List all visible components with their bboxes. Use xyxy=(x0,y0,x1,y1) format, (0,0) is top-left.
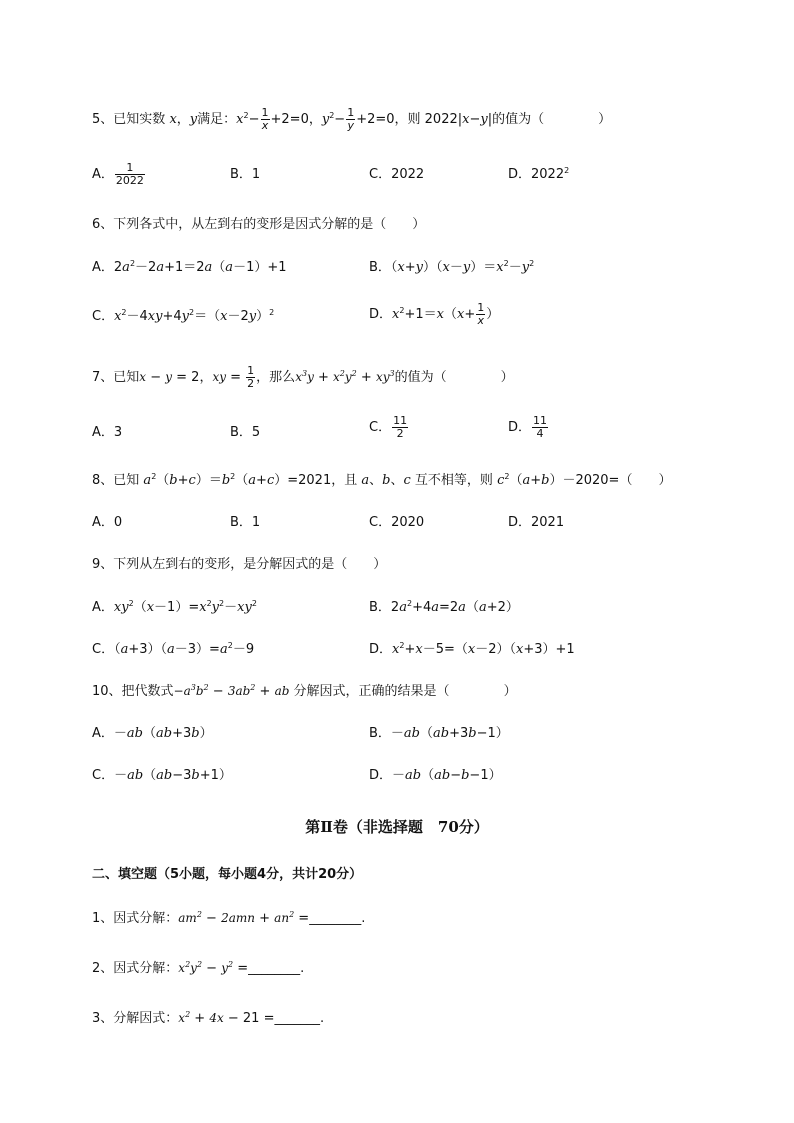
q8-option-a: A．0 xyxy=(92,515,123,530)
q9-option-c: C．$(a+3)(a-3)=a^2-9$ xyxy=(92,641,255,657)
question-7: 7、已知x − y = 2，xy = $\frac{1}{2}$ ，那么$x^3y + x^2y^2 + xy^3$的值为（ ） xyxy=(92,364,514,390)
q5-option-a: A． $\frac{1}{2022}$ xyxy=(92,161,144,187)
q7-option-c: C． $\frac{11}{2}$ xyxy=(369,414,408,440)
fraction-1-over-x: $\frac{1}{x}$ xyxy=(477,301,485,327)
q5-option-d: D．2022$^2$ xyxy=(508,166,570,182)
q8-option-c: C．2020 xyxy=(369,515,425,530)
q6-option-b: B．$(x+y)(x-y)=x^2-y^2$ xyxy=(369,259,535,275)
question-6: 6、下列各式中，从左到右的变形是因式分解的是（ ） xyxy=(92,217,426,232)
fill-question-1: 1、因式分解：$am^2 - 2amn + an^2$ =________. xyxy=(92,910,366,926)
question-8: 8、已知 $a^2(b+c)=b^2(a+c)=2021$，且 a、b、c 互不相等，则 $c^2(a+b)-2020=$（ ） xyxy=(92,472,672,488)
fraction-1-over-2: $\frac{1}{2}$ xyxy=(247,364,255,390)
question-9: 9、下列从左到右的变形，是分解因式的是（ ） xyxy=(92,557,387,572)
q5-option-b: B．1 xyxy=(230,167,261,182)
fraction-1-over-x: $\frac{1}{x}$ xyxy=(261,106,269,132)
question-10: 10、把代数式$-a^3b^2 - 3ab^2$ + ab 分解因式，正确的结果是（ ） xyxy=(92,683,517,699)
fraction-11-over-2: $\frac{11}{2}$ xyxy=(393,414,408,440)
q7-option-a: A．3 xyxy=(92,425,123,440)
fill-question-3: 3、分解因式：$x^2 + 4x - 21$ =_______. xyxy=(92,1010,325,1026)
q9-option-a: A．$xy^2(x-1)=x^2y^2-xy^2$ xyxy=(92,599,257,615)
q9-option-d: D．$x^2+x-5=(x-2)(x+3)+1$ xyxy=(369,641,575,657)
fill-in-part-title: 二、填空题（5小题，每小题4分，共计20分） xyxy=(92,867,363,882)
fraction-11-over-4: $\frac{11}{4}$ xyxy=(533,414,548,440)
q6-option-a: A．$2a^2-2a+1=2a(a-1)+1$ xyxy=(92,259,287,275)
q5-option-c: C．2022 xyxy=(369,167,425,182)
question-5: 5、已知实数 x，y满足：$x^2-$ $\frac{1}{x}$ +2=0，$y^2-$ $\frac{1}{y}$ +2=0，则 2022|x−y|的值为（ ） xyxy=(92,106,612,132)
q10-option-d: D．－ab（ab−b−1） xyxy=(369,768,502,783)
q6-option-c: C．$x^2-4xy+4y^2=(x-2y)^2$ xyxy=(92,308,275,324)
q8-option-b: B．1 xyxy=(230,515,261,530)
q10-option-b: B．－ab（ab+3b−1） xyxy=(369,726,509,741)
fraction-1-over-y: $\frac{1}{y}$ xyxy=(347,106,355,132)
q9-option-b: B．$2a^2+4a=2a(a+2)$ xyxy=(369,599,519,615)
q10-option-a: A．－ab（ab+3b） xyxy=(92,726,213,741)
q7-option-b: B．5 xyxy=(230,425,261,440)
q6-option-d: D．$x^2+1=x(x+$ $\frac{1}{x}$ ） xyxy=(369,301,500,327)
q8-option-d: D．2021 xyxy=(508,515,565,530)
q7-option-d: D． $\frac{11}{4}$ xyxy=(508,414,548,440)
section-2-title: 第Ⅱ卷（非选择题 70分） xyxy=(305,818,489,836)
q10-option-c: C．－ab（ab−3b+1） xyxy=(92,768,232,783)
fraction-1-over-2022: $\frac{1}{2022}$ xyxy=(115,161,144,187)
fill-question-2: 2、因式分解：$x^2y^2 - y^2$ =________. xyxy=(92,960,305,976)
